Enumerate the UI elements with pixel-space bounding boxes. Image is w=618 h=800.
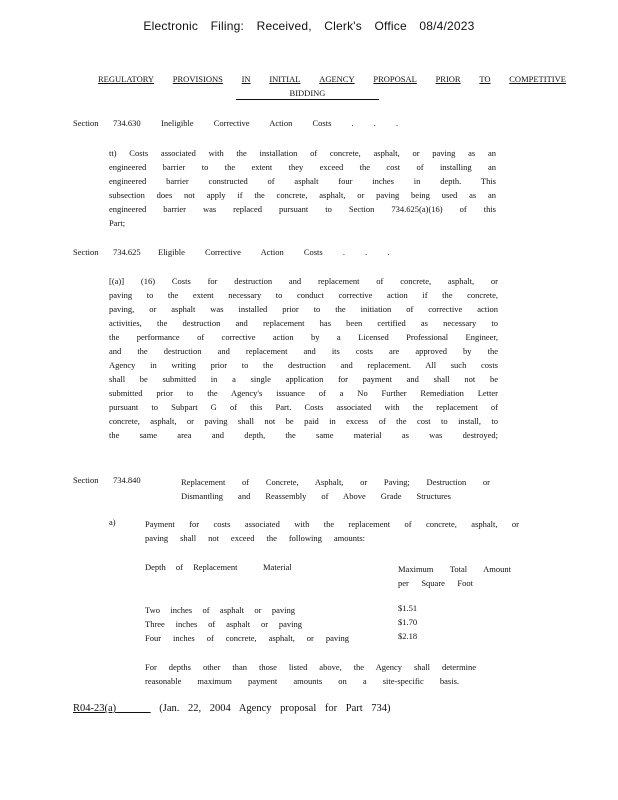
section-number: 734.630 xyxy=(113,118,141,128)
section-label: Section xyxy=(73,118,99,128)
section-body xyxy=(109,274,498,442)
table-header-depth: Depth of Replacement xyxy=(145,562,238,572)
subsection-body xyxy=(145,517,519,545)
title-word: PROVISIONS xyxy=(172,74,223,84)
body-line: the performance of corrective action by a Licensed Professional Engineer, xyxy=(109,332,498,342)
body-line: engineered barrier constructed of asphalt four inches in depth. This xyxy=(109,176,496,186)
table-cell-amount: $1.51 xyxy=(398,603,418,613)
body-line: shall be submitted in a single application for payment and shall not be xyxy=(109,374,498,384)
section-title-line: Dismantling and Reassembly of Above Grade Structures xyxy=(181,491,451,501)
body-line: subsection does not apply if the concrete, asphalt, or paving being used as an xyxy=(109,190,496,200)
body-line: Payment for costs associated with the replacement of concrete, asphalt, or xyxy=(145,519,519,529)
table-cell-amount: $1.70 xyxy=(398,617,418,627)
table-cell-depth: Three inches of asphalt or paving xyxy=(145,619,302,629)
body-line: tt) Costs associated with the installation of concrete, asphalt, or paving as an xyxy=(109,148,496,158)
document-title-line2: BIDDING xyxy=(236,88,379,100)
title-word: INITIAL xyxy=(269,74,301,84)
filing-header: Electronic Filing: Received, Clerk's Office 08/4/2023 xyxy=(143,19,475,33)
body-line: For depths other than those listed above, the Agency shall determine xyxy=(145,662,476,672)
body-line: paving to the extent necessary to conduct corrective action if the concrete, xyxy=(109,290,498,300)
title-word: TO xyxy=(479,74,491,84)
body-line: the same area and depth, the same material as was destroyed; xyxy=(109,430,498,440)
footer-note: (Jan. 22, 2004 Agency proposal for Part 734) xyxy=(159,703,391,714)
body-line: submitted prior to the Agency's issuance of a No Further Remediation Letter xyxy=(109,388,498,398)
table-header-amount xyxy=(398,562,511,590)
docket-reference: R04-23(a) xyxy=(73,703,117,714)
closing-paragraph xyxy=(145,660,476,688)
table-row xyxy=(145,603,295,617)
body-line: Part; xyxy=(109,218,126,228)
body-line: paving, or asphalt was installed prior to the initiation of corrective action xyxy=(109,304,498,314)
document-title xyxy=(98,74,566,84)
title-word: PROPOSAL xyxy=(373,74,417,84)
title-word: REGULATORY xyxy=(98,74,155,84)
body-line: reasonable maximum payment amounts on a site-specific basis. xyxy=(145,676,459,686)
section-title-line: Replacement of Concrete, Asphalt, or Paving; Destruction or xyxy=(181,477,490,487)
body-line: [(a)] (16) Costs for destruction and replacement of concrete, asphalt, or xyxy=(109,276,498,286)
section-body xyxy=(109,146,496,230)
body-line: pursuant to Subpart G of this Part. Costs associated with the replacement of xyxy=(109,402,498,412)
section-label: Section xyxy=(73,247,99,257)
table-cell-depth: Four inches of concrete, asphalt, or paving xyxy=(145,633,349,643)
table-header-material: Material xyxy=(263,562,292,572)
section-label: Section xyxy=(73,475,99,485)
title-word: IN xyxy=(241,74,251,84)
table-row xyxy=(145,631,349,645)
table-cell-depth: Two inches of asphalt or paving xyxy=(145,605,295,615)
table-header-line: Maximum Total Amount xyxy=(398,564,511,574)
section-title xyxy=(181,475,490,503)
body-line: concrete, asphalt, or paving shall not be paid in excess of the cost to install, to xyxy=(109,416,498,426)
table-row xyxy=(145,617,302,631)
body-line: Agency in writing prior to the destruction and replacement. All such costs xyxy=(109,360,498,370)
body-line: paving shall not exceed the following amounts: xyxy=(145,533,365,543)
table-cell-amount: $2.18 xyxy=(398,631,418,641)
section-title: Ineligible Corrective Action Costs . . . xyxy=(161,118,399,128)
footer-citation xyxy=(73,703,391,714)
body-line: and the destruction and replacement and its costs are approved by the xyxy=(109,346,498,356)
title-word: PRIOR xyxy=(435,74,461,84)
table-header-line: per Square Foot xyxy=(398,578,473,588)
title-word: AGENCY xyxy=(319,74,355,84)
body-line: activities, the destruction and replacement has been certified as necessary to xyxy=(109,318,498,328)
subsection-label: a) xyxy=(109,517,116,527)
section-number: 734.625 xyxy=(113,247,141,257)
body-line: engineered barrier was replaced pursuant to Section 734.625(a)(16) of this xyxy=(109,204,496,214)
body-line: engineered barrier to the extent they exceed the cost of installing an xyxy=(109,162,496,172)
title-word: COMPETITIVE xyxy=(509,74,566,84)
section-title: Eligible Corrective Action Costs . . . xyxy=(158,247,390,257)
section-number: 734.840 xyxy=(113,475,141,485)
